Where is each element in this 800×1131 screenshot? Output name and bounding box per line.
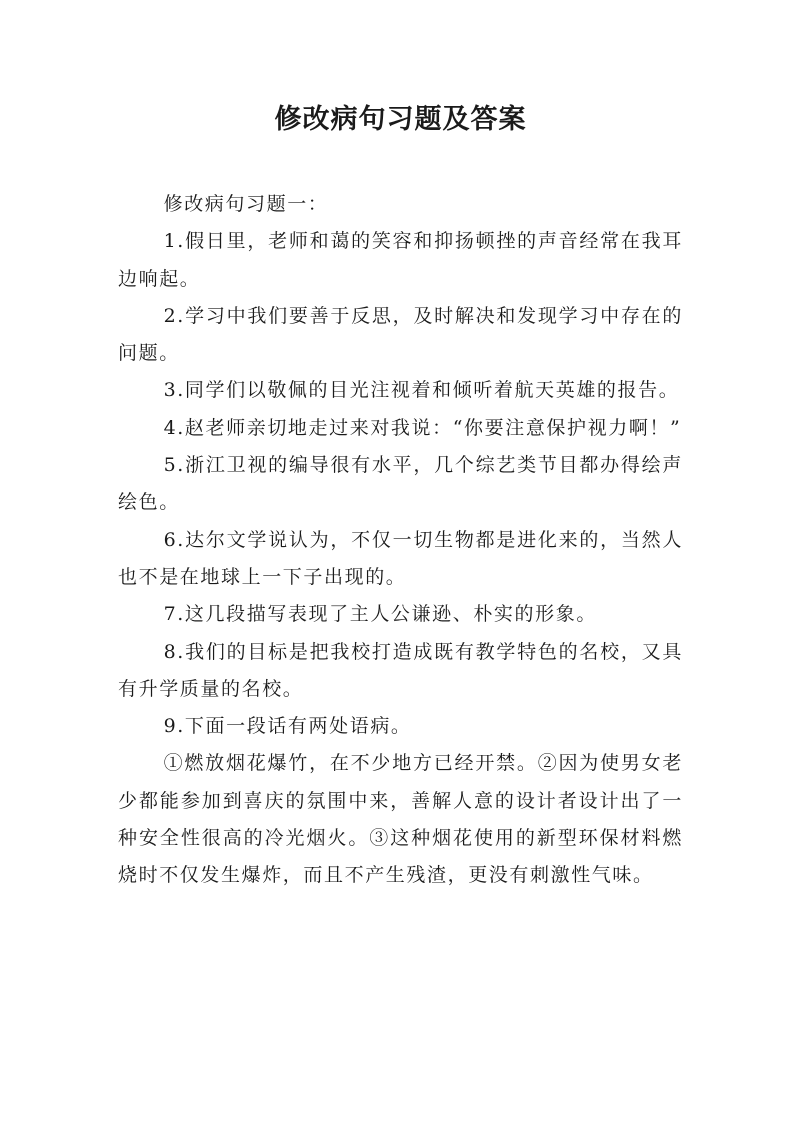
question-6: 6.达尔文学说认为，不仅一切生物都是进化来的，当然人也不是在地球上一下子出现的。 xyxy=(118,528,683,588)
question-1: 1.假日里，老师和蔼的笑容和抑扬顿挫的声音经常在我耳边响起。 xyxy=(118,230,683,290)
question-8: 8.我们的目标是把我校打造成既有教学特色的名校，又具有升学质量的名校。 xyxy=(118,640,683,700)
document-title: 修改病句习题及答案 xyxy=(274,104,527,135)
paragraph-heading: 修改病句习题一： xyxy=(163,193,329,215)
question-3: 3.同学们以敬佩的目光注视着和倾听着航天英雄的报告。 xyxy=(163,379,680,402)
question-5: 5.浙江卫视的编导很有水平，几个综艺类节目都办得绘声绘色。 xyxy=(118,454,683,514)
question-9-passage: ①燃放烟花爆竹，在不少地方已经开禁。②因为使男女老少都能参加到喜庆的氛围中来，善解人意的设计者设计出了一种安全性很高的冷光烟火。③这种烟花使用的新型环保材料燃烧时不仅发生爆炸，而且不产生残渣，更没有刺激性气味。 xyxy=(118,752,683,887)
question-2: 2.学习中我们要善于反思，及时解决和发现学习中存在的问题。 xyxy=(118,304,683,365)
question-9: 9.下面一段话有两处语病。 xyxy=(163,715,412,738)
question-7: 7.这几段描写表现了主人公谦逊、朴实的形象。 xyxy=(163,603,597,626)
question-4: 4.赵老师亲切地走过来对我说：“你要注意保护视力啊！” xyxy=(163,416,682,439)
document-body xyxy=(118,186,683,895)
